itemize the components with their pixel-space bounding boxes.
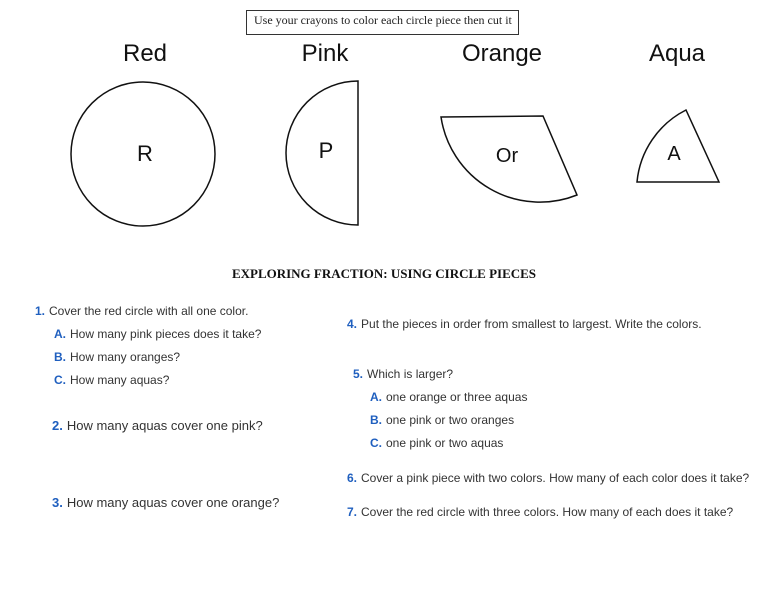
label-pink: Pink [301,40,349,67]
question-1a: A. How many pink pieces does it take? [54,327,262,341]
label-orange: Orange [461,40,543,67]
question-1: 1. Cover the red circle with all one color. [35,304,249,318]
question-1c: C. How many aquas? [54,373,170,387]
question-3: 3. How many aquas cover one orange? [52,495,280,510]
question-4: 4. Put the pieces in order from smallest to largest. Write the colors. [347,317,702,331]
question-2: 2. How many aquas cover one pink? [52,418,263,433]
instruction-box: Use your crayons to color each circle piece then cut it [246,10,519,35]
question-5b: B. one pink or two oranges [370,413,515,427]
label-red: Red [122,40,168,67]
question-6: 6. Cover a pink piece with two colors. How many of each color does it take? [347,471,750,485]
question-7: 7. Cover the red circle with three colors. How many of each does it take? [347,505,734,519]
question-5: 5. Which is larger? [353,367,454,381]
question-5a: A. one orange or three aquas [370,390,528,404]
pink-letter: P [318,138,334,163]
label-aqua: Aqua [648,40,706,67]
orange-letter: Or [495,145,519,167]
aqua-letter: A [667,143,681,165]
red-letter: R [137,141,153,166]
question-5c: C. one pink or two aquas [370,436,504,450]
circle-pieces [0,0,768,260]
worksheet-title: EXPLORING FRACTION: USING CIRCLE PIECES [231,266,537,281]
question-1b: B. How many oranges? [54,350,181,364]
